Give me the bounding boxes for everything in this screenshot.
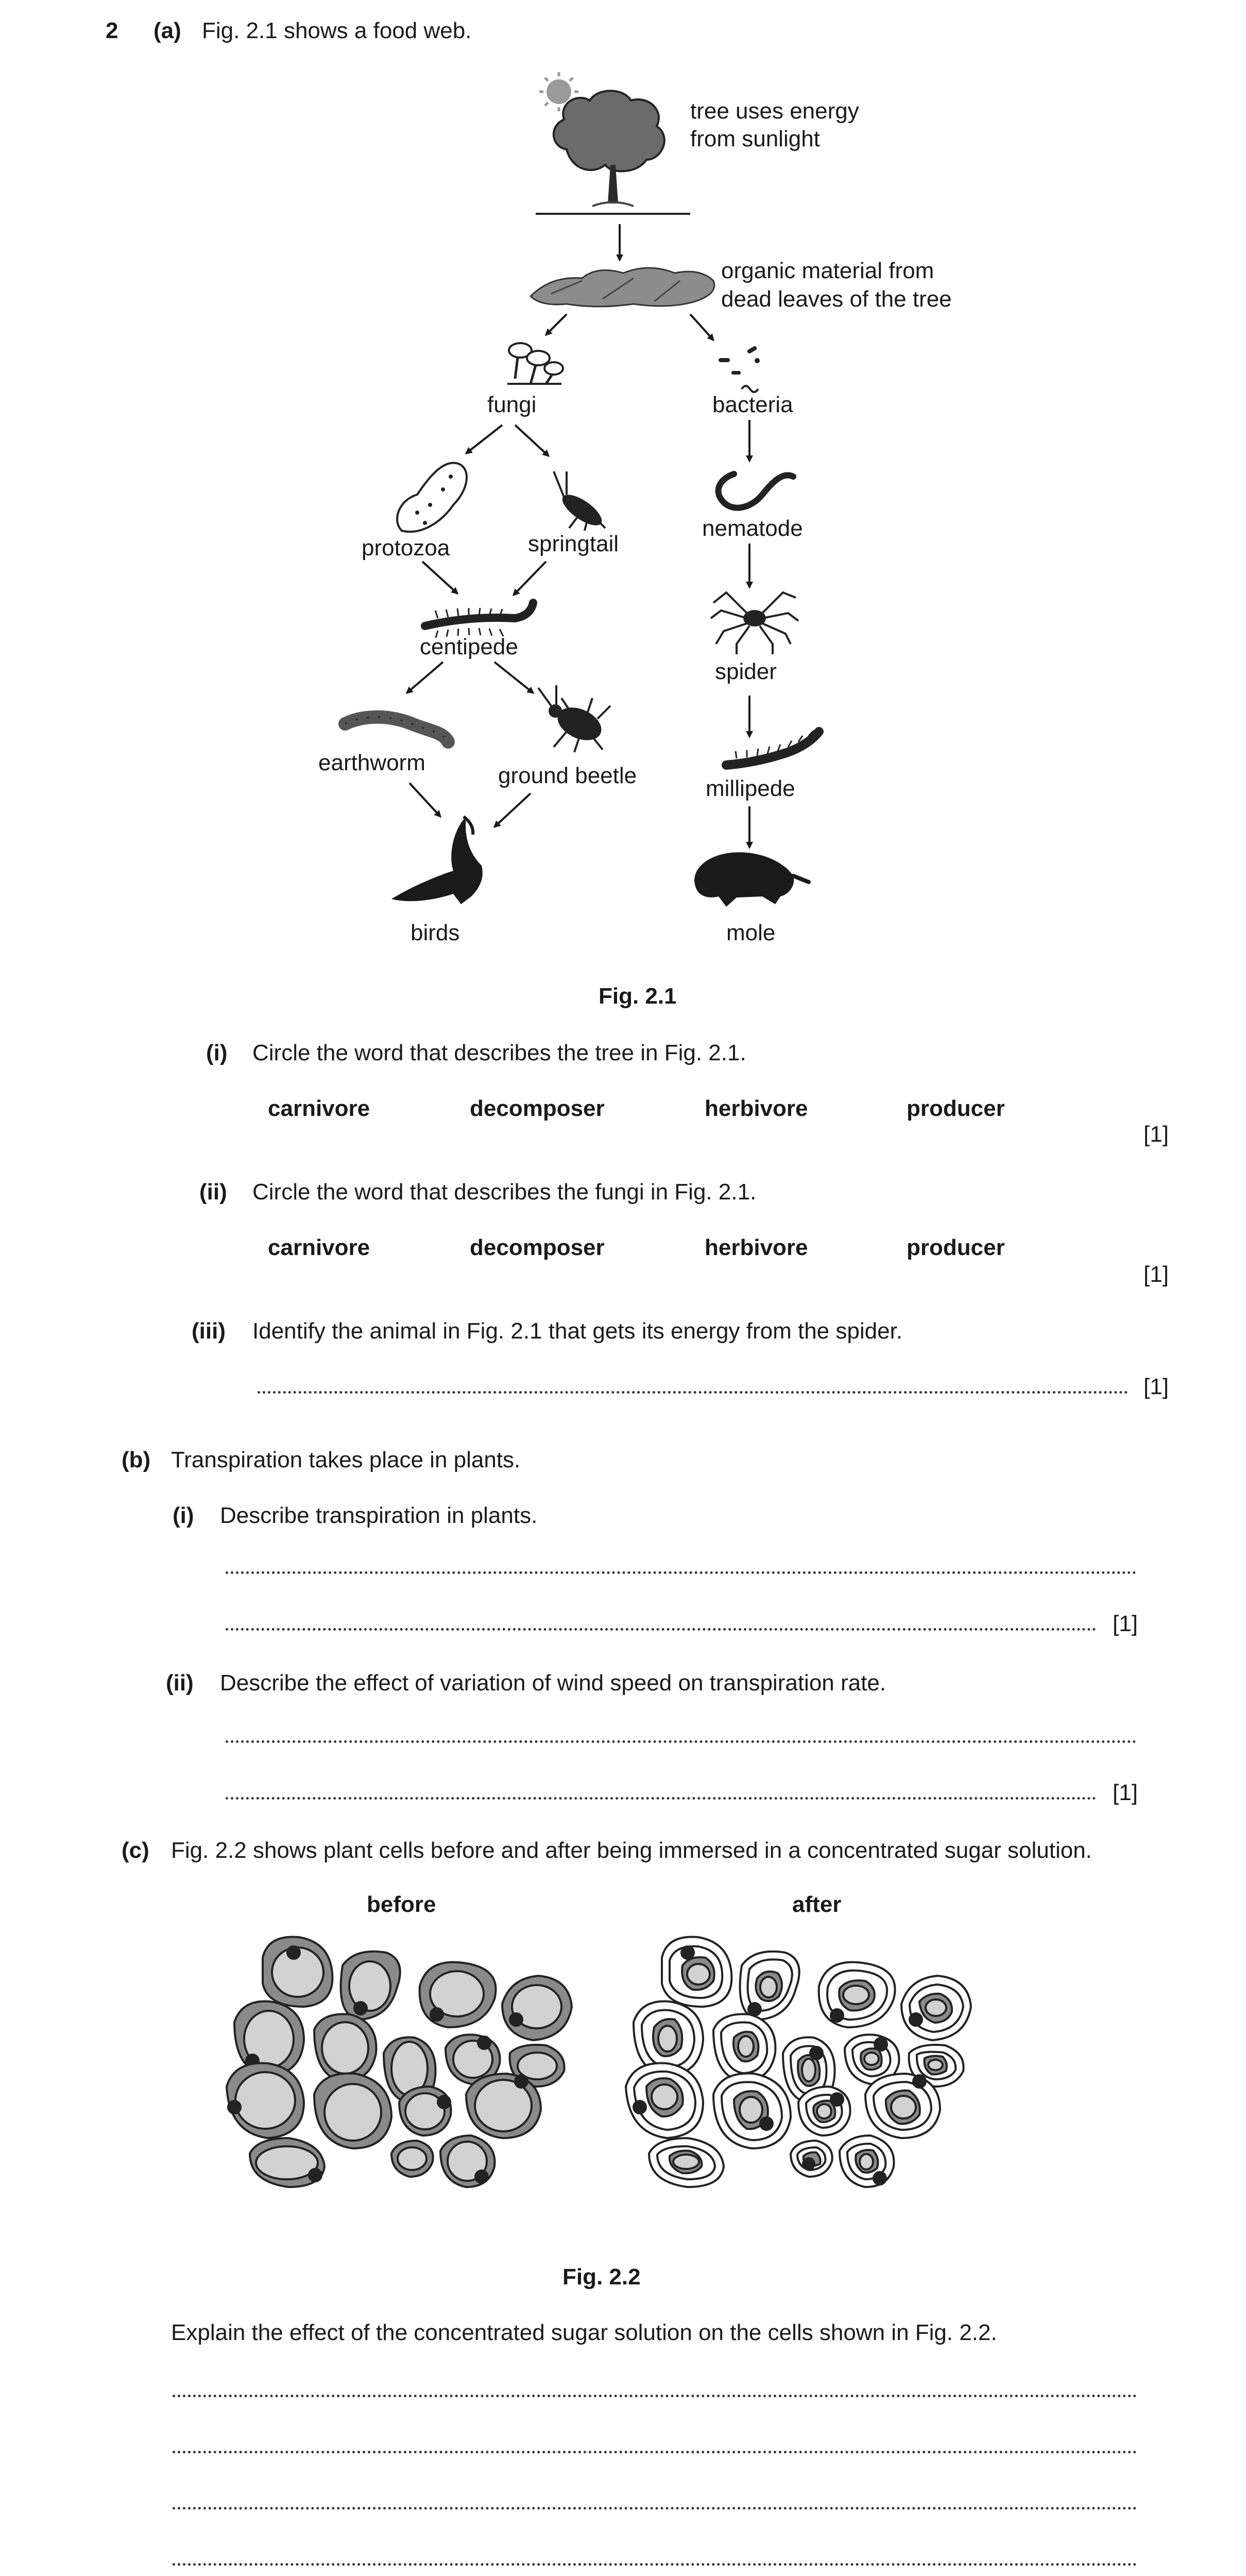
b-i-marks: [1] (1113, 1611, 1138, 1636)
fig-2-2-after-label: after (792, 1892, 842, 1917)
cell-after (901, 1976, 971, 2040)
node-springtail: springtail (528, 531, 619, 556)
a-i-option-decomposer[interactable]: decomposer (470, 1096, 605, 1121)
node-ground-beetle: ground beetle (498, 763, 637, 788)
c-answer-line-1[interactable] (173, 2395, 1137, 2397)
node-leaves-line2: dead leaves of the tree (721, 286, 952, 312)
cells-after (626, 1937, 971, 2188)
part-b-label: (b) (122, 1447, 151, 1472)
node-centipede: centipede (420, 634, 518, 659)
part-b-ii-label: (ii) (166, 1670, 194, 1696)
cell-before (227, 2063, 304, 2138)
part-a-ii-label: (ii) (199, 1179, 227, 1205)
node-protozoa: protozoa (362, 535, 450, 561)
part-a-ii-text: Circle the word that describes the fungi in Fig. 2.1. (252, 1179, 757, 1205)
a-i-option-herbivore[interactable]: herbivore (705, 1096, 808, 1121)
a-iii-marks: [1] (1143, 1374, 1169, 1399)
a-ii-option-producer[interactable]: producer (907, 1235, 1005, 1260)
part-b-ii-text: Describe the effect of variation of wind speed on transpiration rate. (220, 1670, 886, 1696)
part-a-i-label: (i) (206, 1040, 228, 1065)
cell-before (314, 2014, 376, 2081)
a-ii-option-herbivore[interactable]: herbivore (705, 1235, 808, 1260)
a-ii-option-carnivore[interactable]: carnivore (268, 1235, 370, 1260)
node-bacteria: bacteria (712, 392, 793, 417)
cell-before (466, 2074, 541, 2138)
fig-2-2-caption: Fig. 2.2 (562, 2264, 641, 2290)
node-tree-line1: tree uses energy (690, 98, 859, 124)
cell-after (713, 2074, 791, 2149)
part-c-intro: Fig. 2.2 shows plant cells before and after being immersed in a concentrated sugar solution. (171, 1838, 1092, 1863)
b-ii-marks: [1] (1113, 1780, 1138, 1805)
node-leaves-line1: organic material from (721, 258, 934, 283)
cell-after (819, 1962, 895, 2027)
part-c-prompt: Explain the effect of the concentrated sugar solution on the cells shown in Fig. 2.2. (171, 2320, 997, 2345)
cell-before (420, 1962, 496, 2027)
a-i-option-producer[interactable]: producer (907, 1096, 1005, 1121)
part-c-label: (c) (122, 1838, 149, 1863)
a-ii-marks: [1] (1143, 1262, 1169, 1287)
part-a-label: (a) (153, 18, 181, 43)
cell-before (399, 2087, 451, 2136)
cell-before (250, 2138, 325, 2187)
cell-after (798, 2087, 850, 2136)
a-i-option-carnivore[interactable]: carnivore (268, 1096, 370, 1121)
node-spider: spider (715, 659, 777, 684)
node-nematode: nematode (702, 516, 803, 541)
a-ii-option-decomposer[interactable]: decomposer (470, 1235, 605, 1260)
cell-after (840, 2136, 894, 2187)
node-tree-line2: from sunlight (690, 126, 820, 151)
part-a-intro: Fig. 2.1 shows a food web. (202, 18, 472, 43)
cell-before (341, 1952, 400, 2020)
part-a-iii-label: (iii) (192, 1318, 226, 1344)
cell-after (649, 2138, 724, 2187)
cell-before (391, 2141, 433, 2177)
cell-after (791, 2141, 832, 2177)
cell-after (626, 2063, 703, 2138)
cell-after (865, 2074, 940, 2138)
part-a-iii-text: Identify the animal in Fig. 2.1 that gets its energy from the spider. (252, 1318, 902, 1344)
c-answer-line-3[interactable] (173, 2507, 1137, 2510)
part-b-intro: Transpiration takes place in plants. (171, 1447, 521, 1472)
node-mole: mole (726, 920, 776, 945)
c-answer-line-2[interactable] (173, 2451, 1137, 2453)
cell-after (713, 2014, 775, 2081)
cell-before (263, 1937, 332, 2007)
part-a-i-text: Circle the word that describes the tree in Fig. 2.1. (252, 1040, 746, 1065)
part-b-i-label: (i) (173, 1503, 194, 1528)
cell-before (440, 2136, 494, 2187)
c-answer-line-4[interactable] (173, 2563, 1137, 2566)
node-fungi: fungi (487, 392, 537, 417)
cell-after (662, 1937, 731, 2007)
cell-before (502, 1976, 572, 2040)
fig-2-1-caption: Fig. 2.1 (599, 984, 677, 1009)
question-number: 2 (106, 18, 118, 43)
part-b-i-text: Describe transpiration in plants. (220, 1503, 538, 1528)
node-birds: birds (411, 920, 460, 945)
node-millipede: millipede (706, 776, 795, 801)
node-earthworm: earthworm (318, 750, 425, 775)
fig-2-2-before-label: before (367, 1892, 436, 1917)
cells-before (227, 1937, 572, 2188)
cell-before (314, 2074, 391, 2149)
a-i-marks: [1] (1143, 1122, 1169, 1147)
cell-after (740, 1952, 799, 2020)
